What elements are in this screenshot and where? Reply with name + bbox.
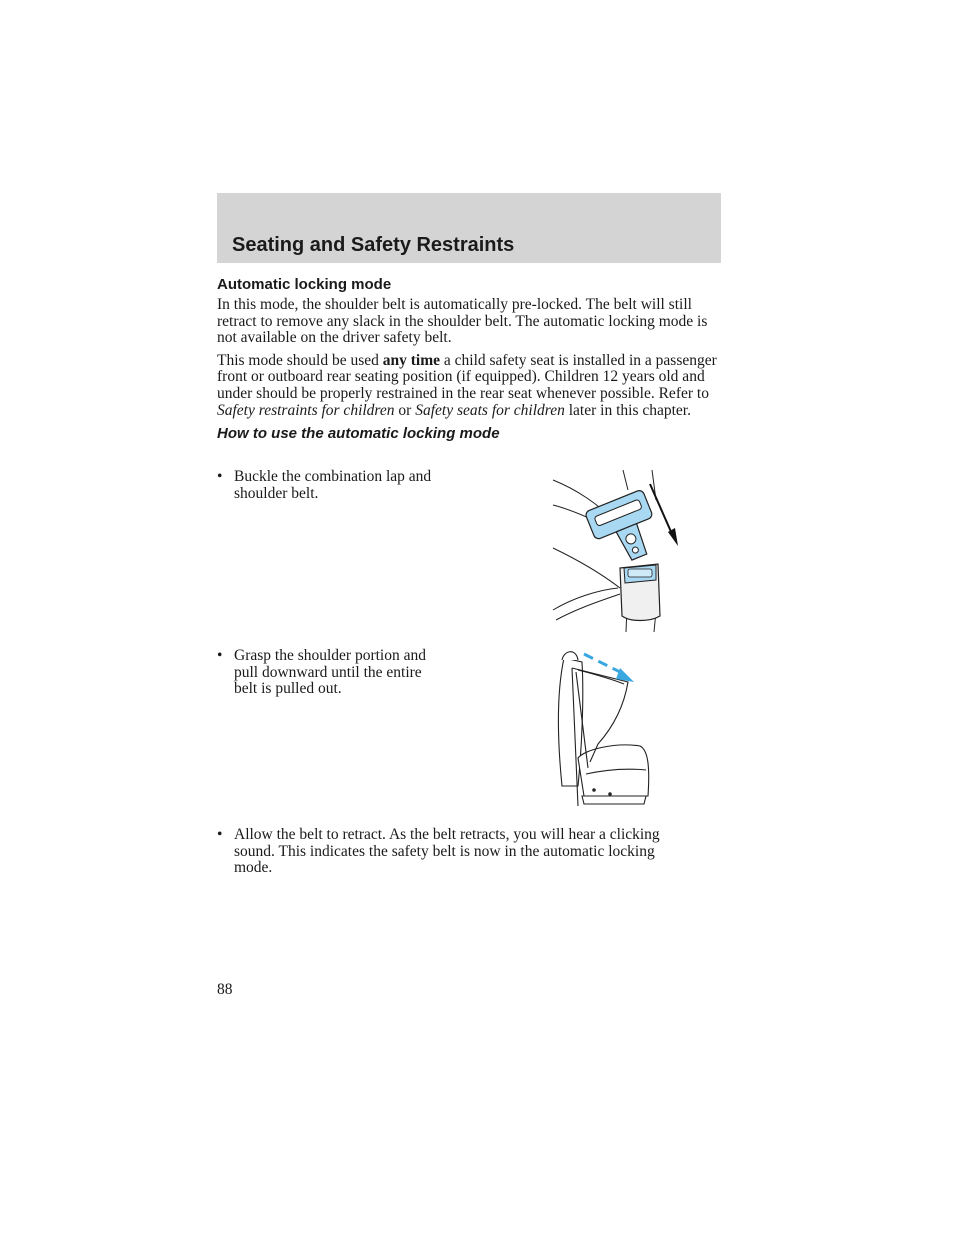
seat-cushion: [578, 745, 649, 796]
paragraph-1: In this mode, the shoulder belt is automatically pre-locked. The belt will still retract to remove any slack in the shoulder belt. The automatic locking mode is not available on the driver safety belt.: [217, 296, 708, 347]
section-heading: Automatic locking mode: [217, 276, 392, 293]
content: [217, 276, 721, 442]
buckle-receptacle: [620, 564, 660, 621]
page-number: 88: [217, 981, 233, 998]
seat-shoulder-belt-illustration: [554, 646, 654, 812]
seatbelt-buckle-illustration: [548, 470, 688, 632]
emphasis-any-time: any time: [382, 351, 441, 369]
subsection-heading: How to use the automatic locking mode: [217, 425, 500, 443]
arrow-down-icon: [650, 484, 678, 546]
header-band: [217, 193, 721, 263]
bullet-marker: •: [217, 647, 223, 664]
ref-safety-seats-children: Safety seats for children: [415, 401, 565, 419]
page-title: Seating and Safety Restraints: [232, 234, 515, 256]
paragraph-2: This mode should be used any time a child safety seat is installed in a passenger front or outboard rear seating position (if equipped). Children 12 years old and under should be properly restrained in the rear seat whenever possible. Refer to Safety restraints for children or Safety seats for children later in this chapter.: [217, 351, 717, 419]
buckle-tongue: [585, 489, 666, 570]
headrest: [562, 652, 578, 660]
bullet-marker: •: [217, 468, 223, 485]
bullet-marker: •: [217, 826, 223, 843]
ref-safety-restraints-children: Safety restraints for children: [217, 401, 395, 419]
